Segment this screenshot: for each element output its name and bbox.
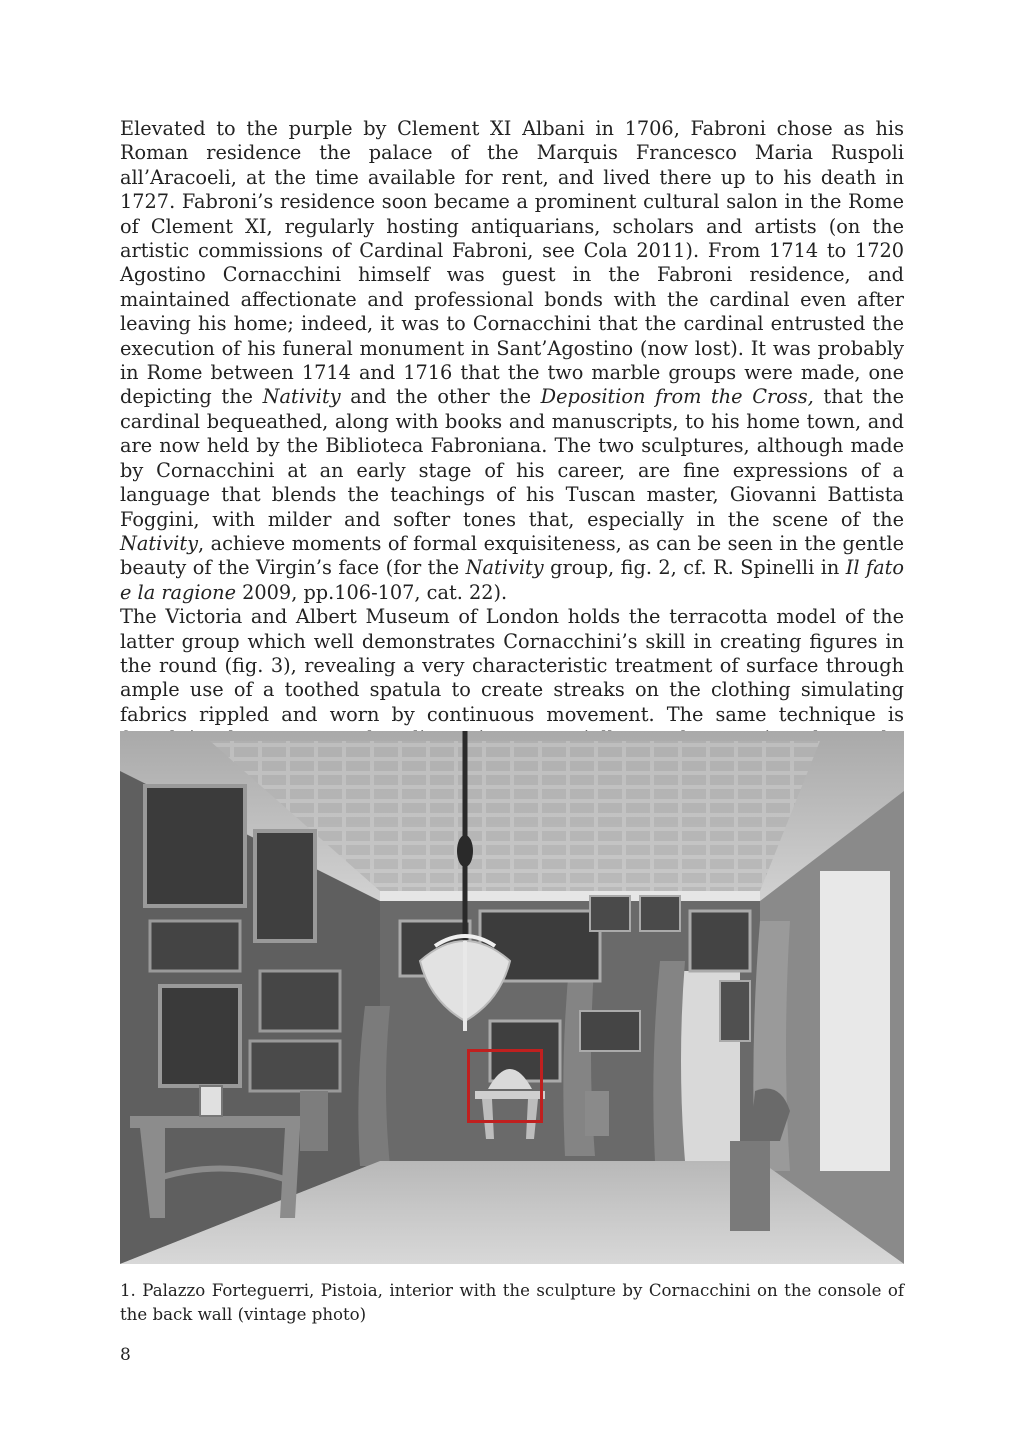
text-run: , achieve moments of formal exquisiteness, as can be seen in the gentle beauty of the Virgin’s face (for the	[120, 531, 904, 580]
body-text	[120, 117, 904, 776]
page-number: 8	[120, 1345, 131, 1365]
italic-title: Nativity	[465, 556, 544, 580]
text-run: Elevated to the purple by Clement XI Albani in 1706, Fabroni chose as his Roman residence the palace of the Marquis Francesco Maria Ruspoli all’Aracoeli, at the time available for rent, and lived there up to his death in 1727. Fabroni’s residence soon became a prominent cultural salon in the Rome of Clement XI, regularly hosting antiquarians, scholars and artists (on the artistic commissions of Cardinal Fabroni, see Cola 2011). From 1714 to 1720 Agostino Cornacchini himself was guest in the Fabroni residence, and maintained affectionate and professional bonds with the cardinal even after leaving his home; indeed, it was to Cornacchini that the cardinal entrusted the execution of his funeral monument in Sant’Agostino (now lost). It was probably in Rome between 1714 and 1716 that the two marble groups were made, one depicting the	[120, 117, 904, 409]
paragraph-2: The Victoria and Albert Museum of London holds the terracotta model of the latter group which well demonstrates Cornacchini’s skill in creating figures in the round (fig. 3), revealing a very characteristic treatment of surface through ample use of a toothed spatula to create streaks on the clothing simulating fabrics rippled and worn by continuous movement. The same technique is	[120, 605, 904, 726]
italic-title: Nativity	[262, 385, 341, 409]
text-run: that the cardinal bequeathed, along with books and manuscripts, to his home town, and are now held by the Biblioteca Fabroniana. The two sculptures, although made by Cornacchini at an early stage of his career, are fine expressions of a language that blends the teachings of his Tuscan master, Giovanni Battista Foggini, with milder and softer tones that, especially in the scene of the	[120, 385, 904, 531]
paragraph-1	[120, 117, 904, 605]
italic-title: Il fato e la ragione	[120, 556, 904, 604]
italic-title: Nativity	[120, 531, 198, 555]
text-run: and the other the	[340, 385, 541, 409]
interior-photo-illustration	[120, 731, 904, 1264]
figure-caption: 1. Palazzo Forteguerri, Pistoia, interior with the sculpture by Cornacchini on the console of the back wall (vintage photo)	[120, 1281, 904, 1324]
italic-title: Deposition from the Cross,	[540, 385, 814, 409]
figure-photo	[120, 731, 904, 1264]
text-run: group, fig. 2, cf. R. Spinelli in	[543, 556, 846, 580]
text-run: 2009, pp.106-107, cat. 22).	[236, 580, 508, 604]
